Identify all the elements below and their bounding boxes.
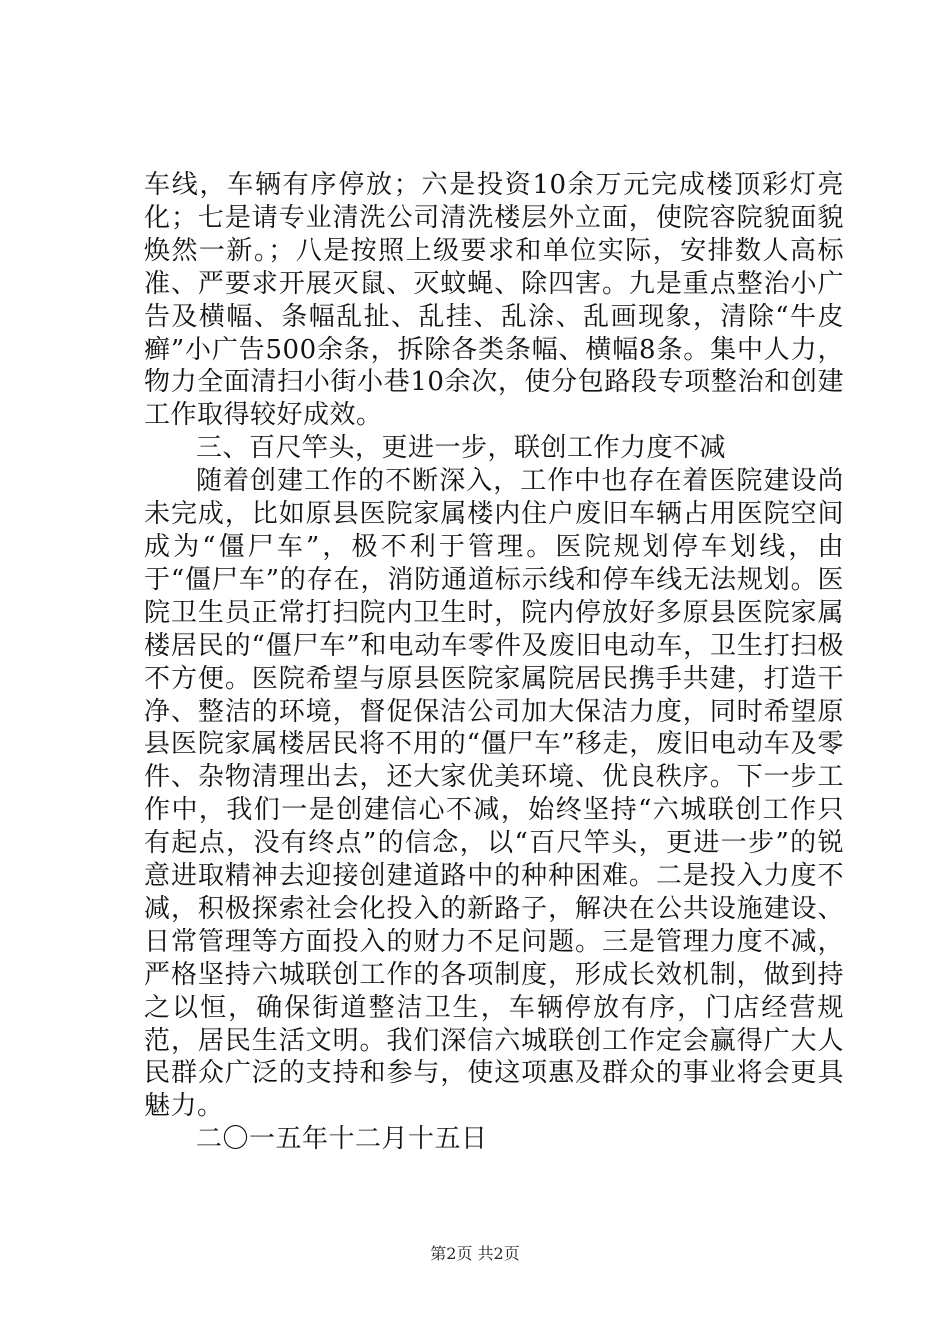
document-body [144,169,844,1156]
page-footer [0,1244,950,1264]
paragraph-section-body: 随着创建工作的不断深入，工作中也存在着医院建设尚未完成，比如原县医院家属楼内住户废旧车辆占用医院空间成为“僵尸车”，极不利于管理。医院规划停车划线，由于“僵尸车”的存在，消防通道标示线和停车线无法规划。医院卫生员正常打扫院内卫生时，院内停放好多原县医院家属楼居民的“僵尸车”和电动车零件及废旧电动车，卫生打扫极不方便。医院希望与原县医院家属院居民携手共建，打造干净、整洁的环境，督促保洁公司加大保洁力度，同时希望原县医院家属楼居民将不用的“僵尸车”移走，废旧电动车及零件、杂物清理出去，还大家优美环境、优良秩序。下一步工作中，我们一是创建信心不减，始终坚持“六城联创工作只有起点，没有终点”的信念，以“百尺竿头，更进一步”的锐意进取精神去迎接创建道路中的种种困难。二是投入力度不减，积极探索社会化投入的新路子，解决在公共设施建设、日常管理等方面投入的财力不足问题。三是管理力度不减，严格坚持六城联创工作的各项制度，形成长效机制，做到持之以恒，确保街道整洁卫生，车辆停放有序，门店经营规范，居民生活文明。我们深信六城联创工作定会赢得广大人民群众广泛的支持和参与，使这项惠及群众的事业将会更具魅力。 [144,466,844,1122]
section-heading: 三、百尺竿头，更进一步，联创工作力度不减 [196,433,727,464]
document-date: 二〇一五年十二月十五日 [196,1124,488,1155]
page-number-label: 第2页 共2页 [430,1244,520,1263]
paragraph-continuation: 车线，车辆有序停放；六是投资10余万元完成楼顶彩灯亮化；七是请专业清洗公司清洗楼层外立面，使院容院貌面貌焕然一新。；八是按照上级要求和单位实际，安排数人高标准、严要求开展灭鼠、灭蚊蝇、除四害。九是重点整治小广告及横幅、条幅乱扯、乱挂、乱涂、乱画现象，清除“牛皮癣”小广告500余条，拆除各类条幅、横幅8条。集中人力，物力全面清扫小街小巷10余次，使分包路段专项整治和创建工作取得较好成效。 [144,170,844,431]
